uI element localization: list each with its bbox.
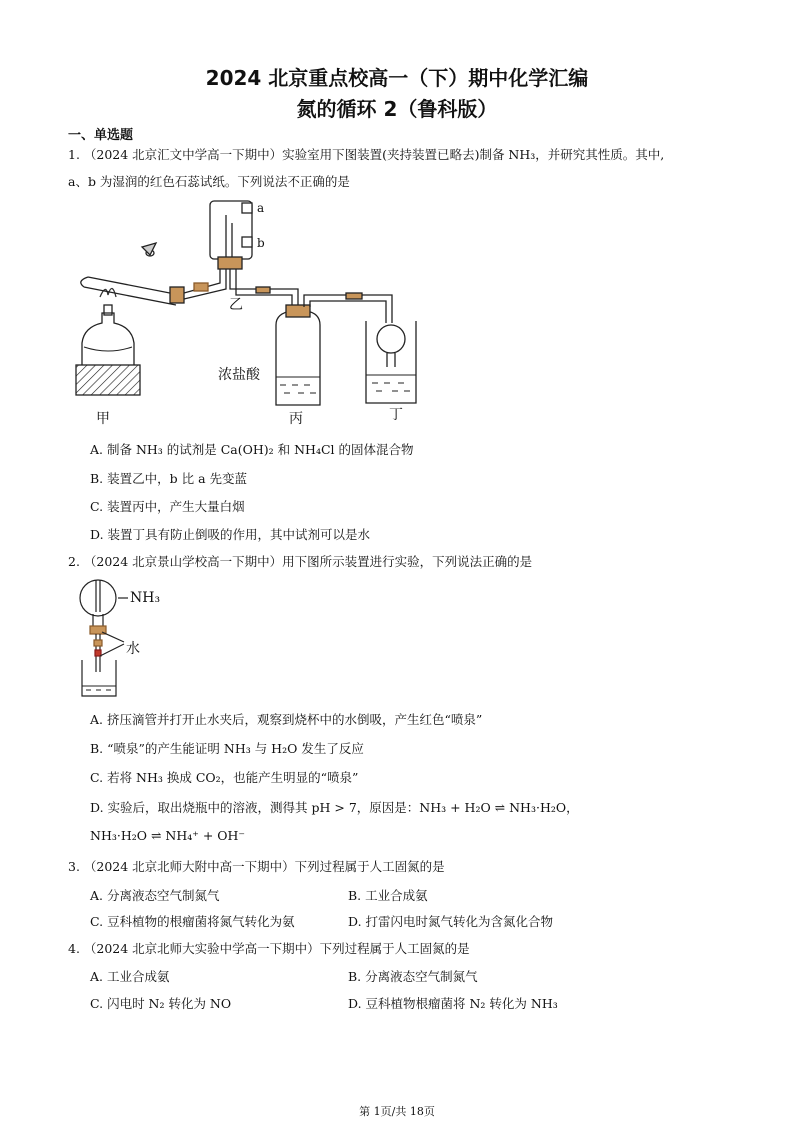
label-jia: 甲: [96, 411, 110, 427]
q3-stem: 3. （2024 北京北师大附中高一下期中）下列过程属于人工固氮的是: [68, 859, 445, 874]
q1-apparatus-figure: [70, 195, 440, 435]
q4-option-a: A. 工业合成氨: [90, 969, 170, 984]
q1-option-b: B. 装置乙中，b 比 a 先变蓝: [90, 471, 248, 486]
q4-option-c: C. 闪电时 N₂ 转化为 NO: [90, 996, 232, 1011]
q2-option-d: D. 实验后，取出烧瓶中的溶液，测得其 pH > 7，原因是：NH₃ + H₂O ⇌ NH₃·H₂O，: [90, 800, 579, 815]
label-acid: 浓盐酸: [218, 367, 260, 383]
label-bing: 丙: [289, 411, 303, 427]
q1-stem-line1: 1. （2024 北京汇文中学高一下期中）实验室用下图装置(夹持装置已略去)制备 NH₃，并研究其性质。其中,: [68, 147, 665, 162]
q2-stem: 2. （2024 北京景山学校高一下期中）用下图所示装置进行实验，下列说法正确的是: [68, 554, 533, 569]
page-title: 2024 北京重点校高一（下）期中化学汇编: [205, 66, 589, 90]
q4-option-d: D. 豆科植物根瘤菌将 N₂ 转化为 NH₃: [348, 996, 558, 1011]
q3-option-c: C. 豆科植物的根瘤菌将氮气转化为氨: [90, 914, 295, 929]
label-b: b: [257, 236, 265, 250]
q3-option-d: D. 打雷闪电时氮气转化为含氮化合物: [348, 914, 554, 929]
q2-option-a: A. 挤压滴管并打开止水夹后，观察到烧杯中的水倒吸，产生红色“喷泉”: [90, 712, 483, 727]
page-subtitle: 氮的循环 2（鲁科版）: [296, 97, 498, 121]
q4-option-b: B. 分离液态空气制氮气: [348, 969, 478, 984]
stand-block: [76, 365, 140, 395]
q1-option-c: C. 装置丙中，产生大量白烟: [90, 499, 245, 514]
label-water: 水: [126, 641, 140, 657]
label-nh3: NH₃: [130, 590, 161, 606]
label-yi: 乙: [229, 297, 243, 313]
q1-option-a: A. 制备 NH₃ 的试剂是 Ca(OH)₂ 和 NH₄Cl 的固体混合物: [90, 442, 414, 457]
page-footer: 第 1页/共 18页: [359, 1105, 435, 1118]
q4-stem: 4. （2024 北京北师大实验中学高一下期中）下列过程属于人工固氮的是: [68, 941, 470, 956]
label-ding: 丁: [389, 407, 403, 423]
label-a: a: [257, 201, 265, 215]
q3-option-a: A. 分离液态空气制氮气: [90, 888, 220, 903]
q1-stem-line2: a、b 为湿润的红色石蕊试纸。下列说法不正确的是: [68, 174, 350, 189]
q1-option-d: D. 装置丁具有防止倒吸的作用，其中试剂可以是水: [90, 527, 371, 542]
q2-option-c: C. 若将 NH₃ 换成 CO₂，也能产生明显的“喷泉”: [90, 770, 359, 785]
q2-option-b: B. “喷泉”的产生能证明 NH₃ 与 H₂O 发生了反应: [90, 741, 364, 756]
q2-option-d-cont: NH₃·H₂O ⇌ NH₄⁺ + OH⁻: [90, 828, 246, 843]
q3-option-b: B. 工业合成氨: [348, 888, 428, 903]
section-heading: 一、单选题: [68, 128, 134, 143]
